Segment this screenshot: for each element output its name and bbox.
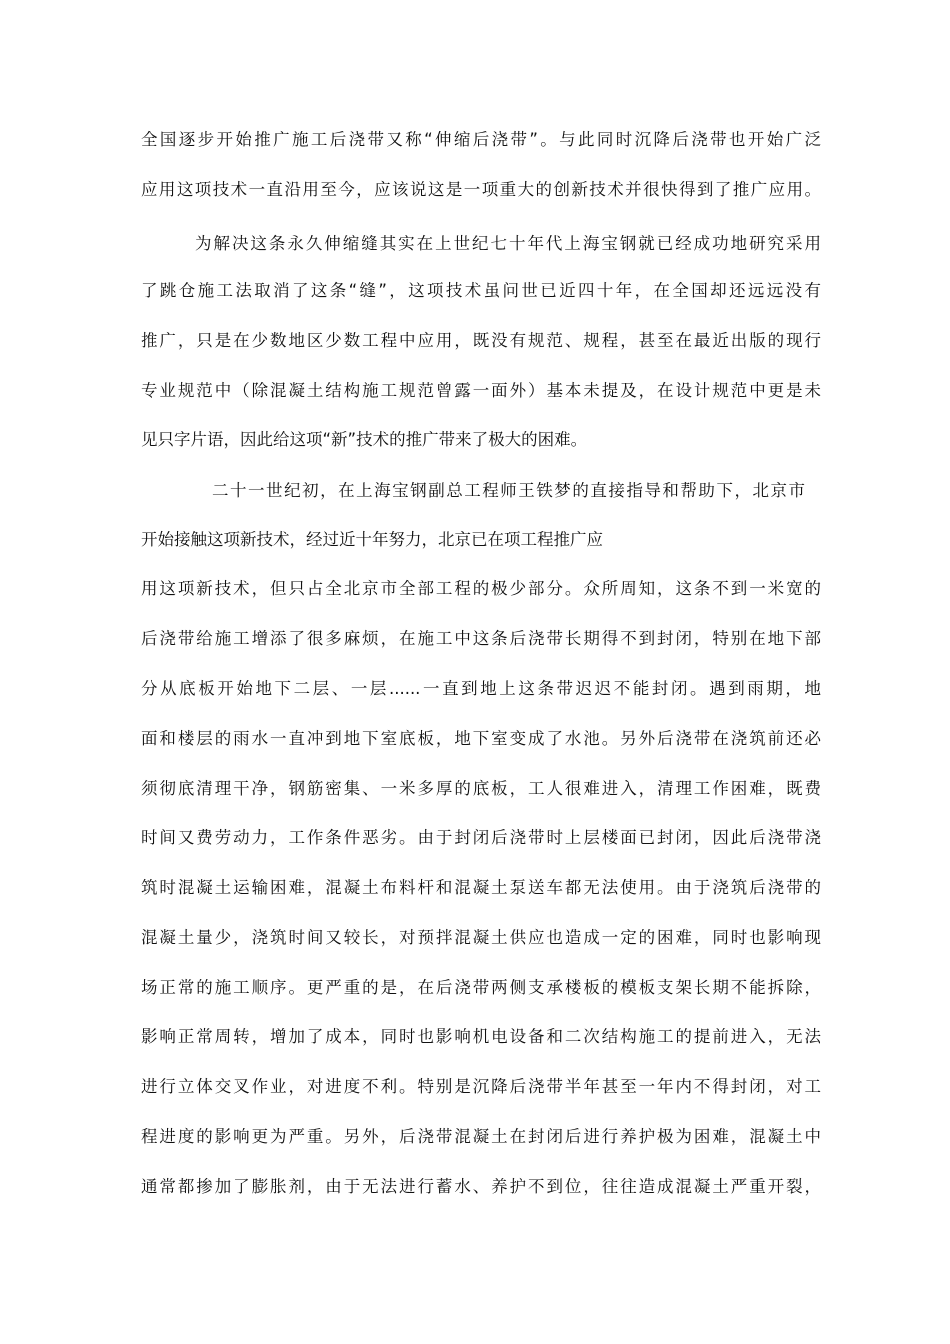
text-line: 全国逐步开始推广施工后浇带又称“伸缩后浇带”。与此同时沉降后浇带也开始广泛 [141,130,821,149]
text-line: 须彻底清理干净，钢筋密集、一米多厚的底板，工人很难进入，清理工作困难，既费 [141,779,821,798]
text-line: 推广，只是在少数地区少数工程中应用，既没有规范、规程，甚至在最近出版的现行 [141,331,821,350]
text-line: 后浇带给施工增添了很多麻烦，在施工中这条后浇带长期得不到封闭，特别在地下部 [141,629,821,648]
text-line: 分从底板开始地下二层、一层......一直到地上这条带迟迟不能封闭。遇到雨期，地 [141,679,821,698]
text-line: 了跳仓施工法取消了这条“缝”，这项技术虽问世已近四十年，在全国却还远远没有 [141,281,821,300]
text-line: 用这项新技术，但只占全北京市全部工程的极少部分。众所周知，这条不到一米宽的 [141,579,821,598]
text-line: 开始接触这项新技术，经过近十年努力，北京已在项工程推广应 [141,530,603,549]
paragraph-first-line: 二十一世纪初，在上海宝钢副总工程师王铁梦的直接指导和帮助下，北京市 [212,481,805,500]
text-line: 见只字片语，因此给这项“新”技术的推广带来了极大的困难。 [141,430,588,449]
text-line: 进行立体交叉作业，对进度不利。特别是沉降后浇带半年甚至一年内不得封闭，对工 [141,1077,821,1096]
text-line: 筑时混凝土运输困难，混凝土布料杆和混凝土泵送车都无法使用。由于浇筑后浇带的 [141,878,821,897]
text-line: 时间又费劳动力，工作条件恶劣。由于封闭后浇带时上层楼面已封闭，因此后浇带浇 [141,828,821,847]
paragraph-first-line: 为解决这条永久伸缩缝其实在上世纪七十年代上海宝钢就已经成功地研究采用 [195,234,821,253]
text-line: 场正常的施工顺序。更严重的是，在后浇带两侧支承楼板的模板支架长期不能拆除， [141,978,821,997]
text-line: 影响正常周转，增加了成本，同时也影响机电设备和二次结构施工的提前进入，无法 [141,1027,821,1046]
text-line: 专业规范中（除混凝土结构施工规范曾露一面外）基本未提及，在设计规范中更是未 [141,381,821,400]
text-line: 应用这项技术一直沿用至今，应该说这是一项重大的创新技术并很快得到了推广应用。 [141,180,821,199]
text-line: 程进度的影响更为严重。另外，后浇带混凝土在封闭后进行养护极为困难，混凝土中 [141,1127,821,1146]
text-line: 面和楼层的雨水一直冲到地下室底板，地下室变成了水池。另外后浇带在浇筑前还必 [141,729,821,748]
text-line: 混凝土量少，浇筑时间又较长，对预拌混凝土供应也造成一定的困难，同时也影响现 [141,928,821,947]
text-line: 通常都掺加了膨胀剂，由于无法进行蓄水、养护不到位，往往造成混凝土严重开裂， [141,1177,821,1196]
